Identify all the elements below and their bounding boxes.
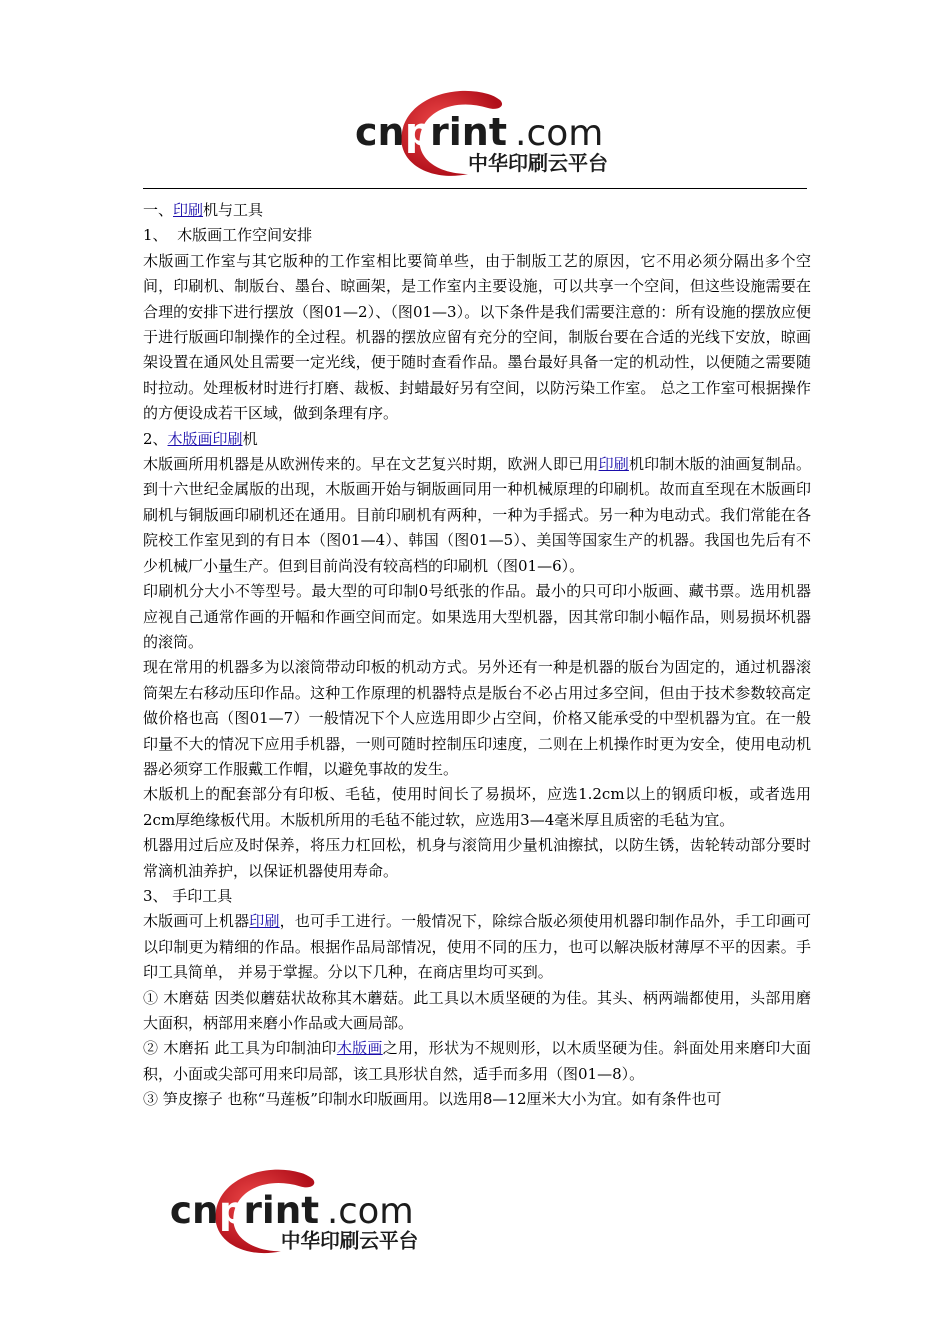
logo-tagline: 中华印刷云平台 <box>468 151 608 175</box>
section-2-paragraph-3: 现在常用的机器多为以滚筒带动印板的机动方式。另外还有一种是机器的版台为固定的，通过机器滚筒架左右移动压印作品。这种工作原理的机器特点是版台不必占用过多空间，但由于技术参数较高定做价格也高（图01—7）一般情况下个人应选用即少占空间，价格又能承受的中型机器为宜。在一般印量不大的情况下应用手机器，一则可随时控制压印速度，二则在上机操作时更为安全，使用电动机器必须穿工作服戴工作帽，以避免事故的发生。 <box>143 658 811 778</box>
cnprint-logo-top <box>350 82 625 187</box>
section-3-item-1: ① 木磨菇 因类似蘑菇状故称其木蘑菇。此工具以木质坚硬的为佳。其头、柄两端都使用，头部用磨大面积，柄部用来磨小作品或大画局部。 <box>143 988 811 1032</box>
link-woodcut[interactable]: 木版画 <box>336 1039 383 1058</box>
logo-cn-text: cn <box>169 1187 219 1232</box>
section-1-heading <box>143 198 811 223</box>
logo-p-text: p <box>405 110 433 154</box>
paragraph-text: 机印制木版的油画复制品。到十六世纪金属版的出现，木版画开始与铜版画同用一种机械原理的印刷机。故而直至现在木版画印刷机与铜版画印刷机还在通用。目前印刷机有两种，一种为手摇式。另一种为电动式。我们常能在各院校工作室见到的有日本（图01—4）、韩国（图01—5）、美国等国家生产的机器。我国也先后有不少机械厂小量生产。但到目前尚没有较高档的印刷机（图01—6）。 <box>143 455 811 575</box>
link-woodcut-printing[interactable]: 木版画印刷 <box>167 429 243 448</box>
heading-prefix: 一、 <box>143 201 174 219</box>
section-3-item-2 <box>143 1036 811 1087</box>
heading-prefix: 2、 <box>143 429 168 448</box>
section-1-subheading: 1、 木版画工作空间安排 <box>143 226 313 245</box>
section-3-paragraph-1 <box>143 909 811 985</box>
logo-rint-text: rint <box>243 1187 320 1232</box>
section-3-item-3: ③ 笋皮擦子 也称“马莲板”印制水印版画用。以选用8—12厘米大小为宜。如有条件也可 <box>143 1090 722 1109</box>
logo-tagline: 中华印刷云平台 <box>280 1229 419 1253</box>
logo-cn-text: cn <box>355 110 405 154</box>
section-3-heading: 3、 手印工具 <box>143 886 233 905</box>
heading-suffix: 机与工具 <box>203 201 264 219</box>
section-2-paragraph-4: 木版机上的配套部分有印板、毛毡，使用时间长了易损坏，应选1.2cm以上的钢质印板，或者选用2cm厚绝缘板代用。木版机所用的毛毡不能过软，应选用3—4毫米厚且质密的毛毡为宜。 <box>143 785 811 829</box>
paragraph-text: 木版画可上机器 <box>143 912 250 931</box>
section-2-paragraph-2: 印刷机分大小不等型号。最大型的可印制0号纸张的作品。最小的只可印小版画、藏书票。选用机器应视自己通常作画的开幅和作画空间而定。如果选用大型机器，因其常印制小幅作品，则易损坏机器的滚筒。 <box>143 582 811 651</box>
cnprint-logo-bottom <box>165 1160 435 1265</box>
section-2-heading <box>143 427 811 452</box>
document-body <box>143 198 811 1113</box>
paragraph-text: 之用，形状为不规则形，以木质坚硬为佳。斜面处用来磨印大面积，小面或尖部可用来印局部，该工具形状自然，适手而多用（图01—8）。 <box>143 1039 811 1083</box>
logo-dotcom-text: .com <box>327 1190 414 1232</box>
logo-rint-text: rint <box>430 110 507 154</box>
paragraph-text: 木版画所用机器是从欧洲传来的。早在文艺复兴时期，欧洲人即已用 <box>143 455 599 474</box>
paragraph-text: ，也可手工进行。一般情况下，除综合版必须使用机器印制作品外，手工印画可以印制更为精细的作品。根据作品局部情况，使用不同的压力，也可以解决版材薄厚不平的因素。手印工具简单， 并易于掌握。分以下几种，在商店里均可买到。 <box>143 912 811 982</box>
section-2-paragraph-5: 机器用过后应及时保养，将压力杠回松，机身与滚筒用少量机油擦拭，以防生锈，齿轮转动部分要时常滴机油养护，以保证机器使用寿命。 <box>143 836 811 880</box>
section-1-paragraph-1: 木版画工作室与其它版种的工作室相比要简单些，由于制版工艺的原因，它不用必须分隔出多个空间，印刷机、制版台、墨台、晾画架，是工作室内主要设施，可以共享一个空间，但这些设施需要在合理的安排下进行摆放（图01—2）、（图01—3）。以下条件是我们需要注意的：所有设施的摆放应便于进行版画印制操作的全过程。机器的摆放应留有充分的空间，制版台要在合适的光线下安放，晾画架设置在通风处且需要一定光线，便于随时查看作品。墨台最好具备一定的机动性，以便随之需要随时拉动。处理板材时进行打磨、裁板、封蜡最好另有空间，以防污染工作室。 总之工作室可根据操作的方便设成若干区域，做到条理有序。 <box>143 251 811 423</box>
logo-dotcom-text: .com <box>515 113 604 154</box>
heading-suffix: 机 <box>242 429 258 448</box>
header-divider <box>143 188 807 189</box>
link-printing-hand[interactable]: 印刷 <box>249 912 280 931</box>
link-printing[interactable]: 印刷 <box>173 201 204 219</box>
section-2-paragraph-1 <box>143 452 811 579</box>
link-printing-inline[interactable]: 印刷 <box>598 455 629 474</box>
paragraph-text: ② 木磨拓 此工具为印制油印 <box>143 1039 337 1058</box>
logo-p-text: p <box>219 1187 246 1232</box>
